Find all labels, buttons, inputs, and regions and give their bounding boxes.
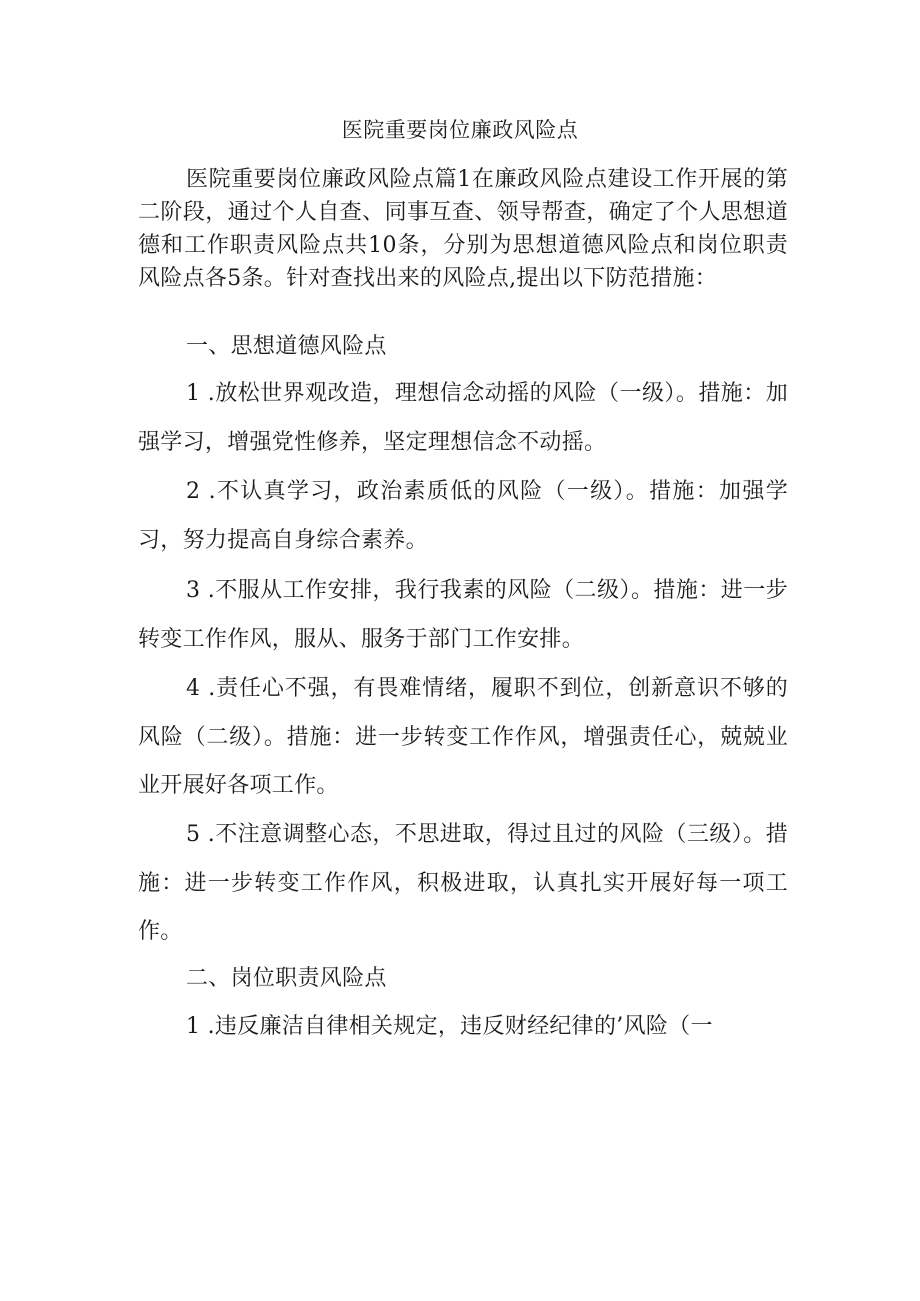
document-title: 医院重要岗位廉政风险点	[341, 118, 579, 142]
intro-paragraph: 医院重要岗位廉政风险点篇1在廉政风险点建设工作开展的第二阶段，通过个人自查、同事互查、领导帮查，确定了个人思想道德和工作职责风险点共10条，分别为思想道德风险点和岗位职责风险点各5条。针对查找出来的风险点,提出以下防范措施：	[138, 167, 788, 291]
section1-item-2: 2 .不认真学习，政治素质低的风险（一级）。措施：加强学习，努力提高自身综合素养。	[138, 479, 788, 553]
section-heading-1: 一、思想道德风险点	[186, 334, 387, 359]
section1-item-3: 3 .不服从工作安排，我行我素的风险（二级）。措施：进一步转变工作作风，服从、服务于部门工作安排。	[138, 578, 788, 652]
section1-item-1: 1 .放松世界观改造，理想信念动摇的风险（一级）。措施：加强学习，增强党性修养，坚定理想信念不动摇。	[138, 381, 788, 455]
section2-item-1: 1 .违反廉洁自律相关规定，违反财经纪律的’风险（一	[186, 1014, 713, 1039]
section1-item-4: 4 .责任心不强，有畏难情绪，履职不到位，创新意识不够的风险（二级）。措施：进一步转变工作作风，增强责任心，兢兢业业开展好各项工作。	[138, 676, 788, 798]
section1-item-5: 5 .不注意调整心态，不思进取，得过且过的风险（三级）。措施：进一步转变工作作风，积极进取，认真扎实开展好每一项工作。	[138, 822, 788, 944]
section-heading-2: 二、岗位职责风险点	[186, 966, 387, 991]
